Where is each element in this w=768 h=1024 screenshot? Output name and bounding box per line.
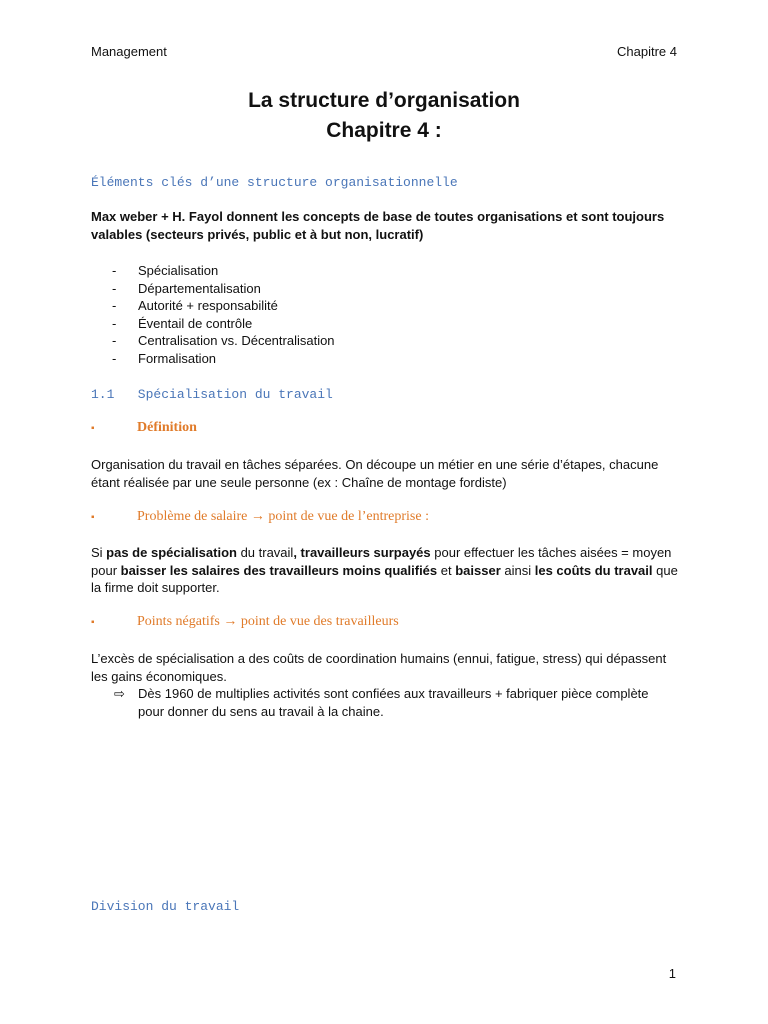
header-right: Chapitre 4: [617, 44, 677, 59]
dash-bullet: -: [112, 280, 117, 296]
dash-bullet: -: [112, 298, 117, 313]
negatifs-heading: [91, 614, 399, 630]
arrow-right-icon: ⇨: [114, 686, 125, 701]
page-number: 1: [668, 966, 676, 981]
square-bullet-icon: ▪: [91, 422, 95, 434]
square-bullet-icon: ▪: [91, 616, 95, 628]
header-left: Management: [91, 44, 167, 59]
salaire-title: Problème de salaire → point de vue de l’entreprise :: [137, 509, 429, 524]
text-segment: pour effectuer les tâches aisées = moyen pour: [91, 545, 672, 578]
list-item: [112, 262, 335, 280]
text-segment: et: [437, 562, 456, 578]
arrow-item-text: Dès 1960 de multiplies activités sont confiées aux travailleurs + fabriquer pièce complète pour donner du sens au travail à la chaine.: [138, 686, 649, 719]
list-item: [112, 332, 335, 350]
salaire-heading: [91, 509, 429, 525]
list-item: [112, 315, 335, 333]
list-item-label: Centralisation vs. Décentralisation: [138, 333, 335, 348]
negatifs-text: L’excès de spécialisation a des coûts de coordination humains (ennui, fatigue, stress) qui dépassent les gains économiques.: [91, 651, 667, 684]
bold-text-segment: les coûts du travail: [534, 562, 653, 578]
section-heading-division: Division du travail: [91, 899, 240, 914]
list-item-label: Spécialisation: [138, 263, 219, 278]
bold-text-segment: , travailleurs surpayés: [293, 545, 431, 560]
bold-text-segment: pas de spécialisation: [106, 545, 237, 560]
list-item-label: Formalisation: [138, 350, 217, 366]
section-heading-specialisation: 1.1 Spécialisation du travail: [91, 387, 333, 402]
definition-heading: [91, 420, 197, 436]
dash-bullet: -: [112, 315, 117, 331]
definition-text: Organisation du travail en tâches séparées. On découpe un métier en une série d’étapes, chacune étant réalisée par une seule personne (ex : Chaîne de montage fordiste): [91, 457, 659, 490]
salaire-paragraph: [91, 544, 681, 597]
list-item: [112, 280, 335, 298]
dash-bullet: -: [112, 350, 117, 366]
section-heading-elements: Éléments clés d’une structure organisationnelle: [91, 175, 458, 190]
key-elements-list: [112, 262, 335, 367]
text-segment: ainsi: [500, 562, 535, 578]
list-item: [112, 350, 335, 368]
list-item-label: Éventail de contrôle: [138, 315, 253, 331]
negatifs-title: Points négatifs → point de vue des travailleurs: [137, 614, 399, 629]
text-segment: du travail: [236, 545, 294, 560]
intro-paragraph: Max weber + H. Fayol donnent les concepts de base de toutes organisations et sont toujours valables (secteurs privés, public et à but non, lucratif): [91, 209, 665, 242]
square-bullet-icon: ▪: [91, 511, 95, 523]
list-item: [112, 297, 335, 315]
page-subtitle: Chapitre 4 :: [326, 119, 442, 142]
list-item-label: Départementalisation: [138, 280, 261, 296]
page-title: La structure d’organisation: [248, 89, 520, 112]
arrow-list-item: [114, 685, 674, 720]
dash-bullet: -: [112, 333, 117, 348]
text-segment: que la firme doit supporter.: [91, 562, 678, 595]
text-segment: Si: [91, 545, 107, 560]
bold-text-segment: baisser: [455, 562, 501, 578]
dash-bullet: -: [112, 263, 117, 278]
list-item-label: Autorité + responsabilité: [138, 298, 278, 313]
bold-text-segment: baisser les salaires des travailleurs moins qualifiés: [120, 562, 438, 578]
definition-title: Définition: [137, 420, 197, 435]
